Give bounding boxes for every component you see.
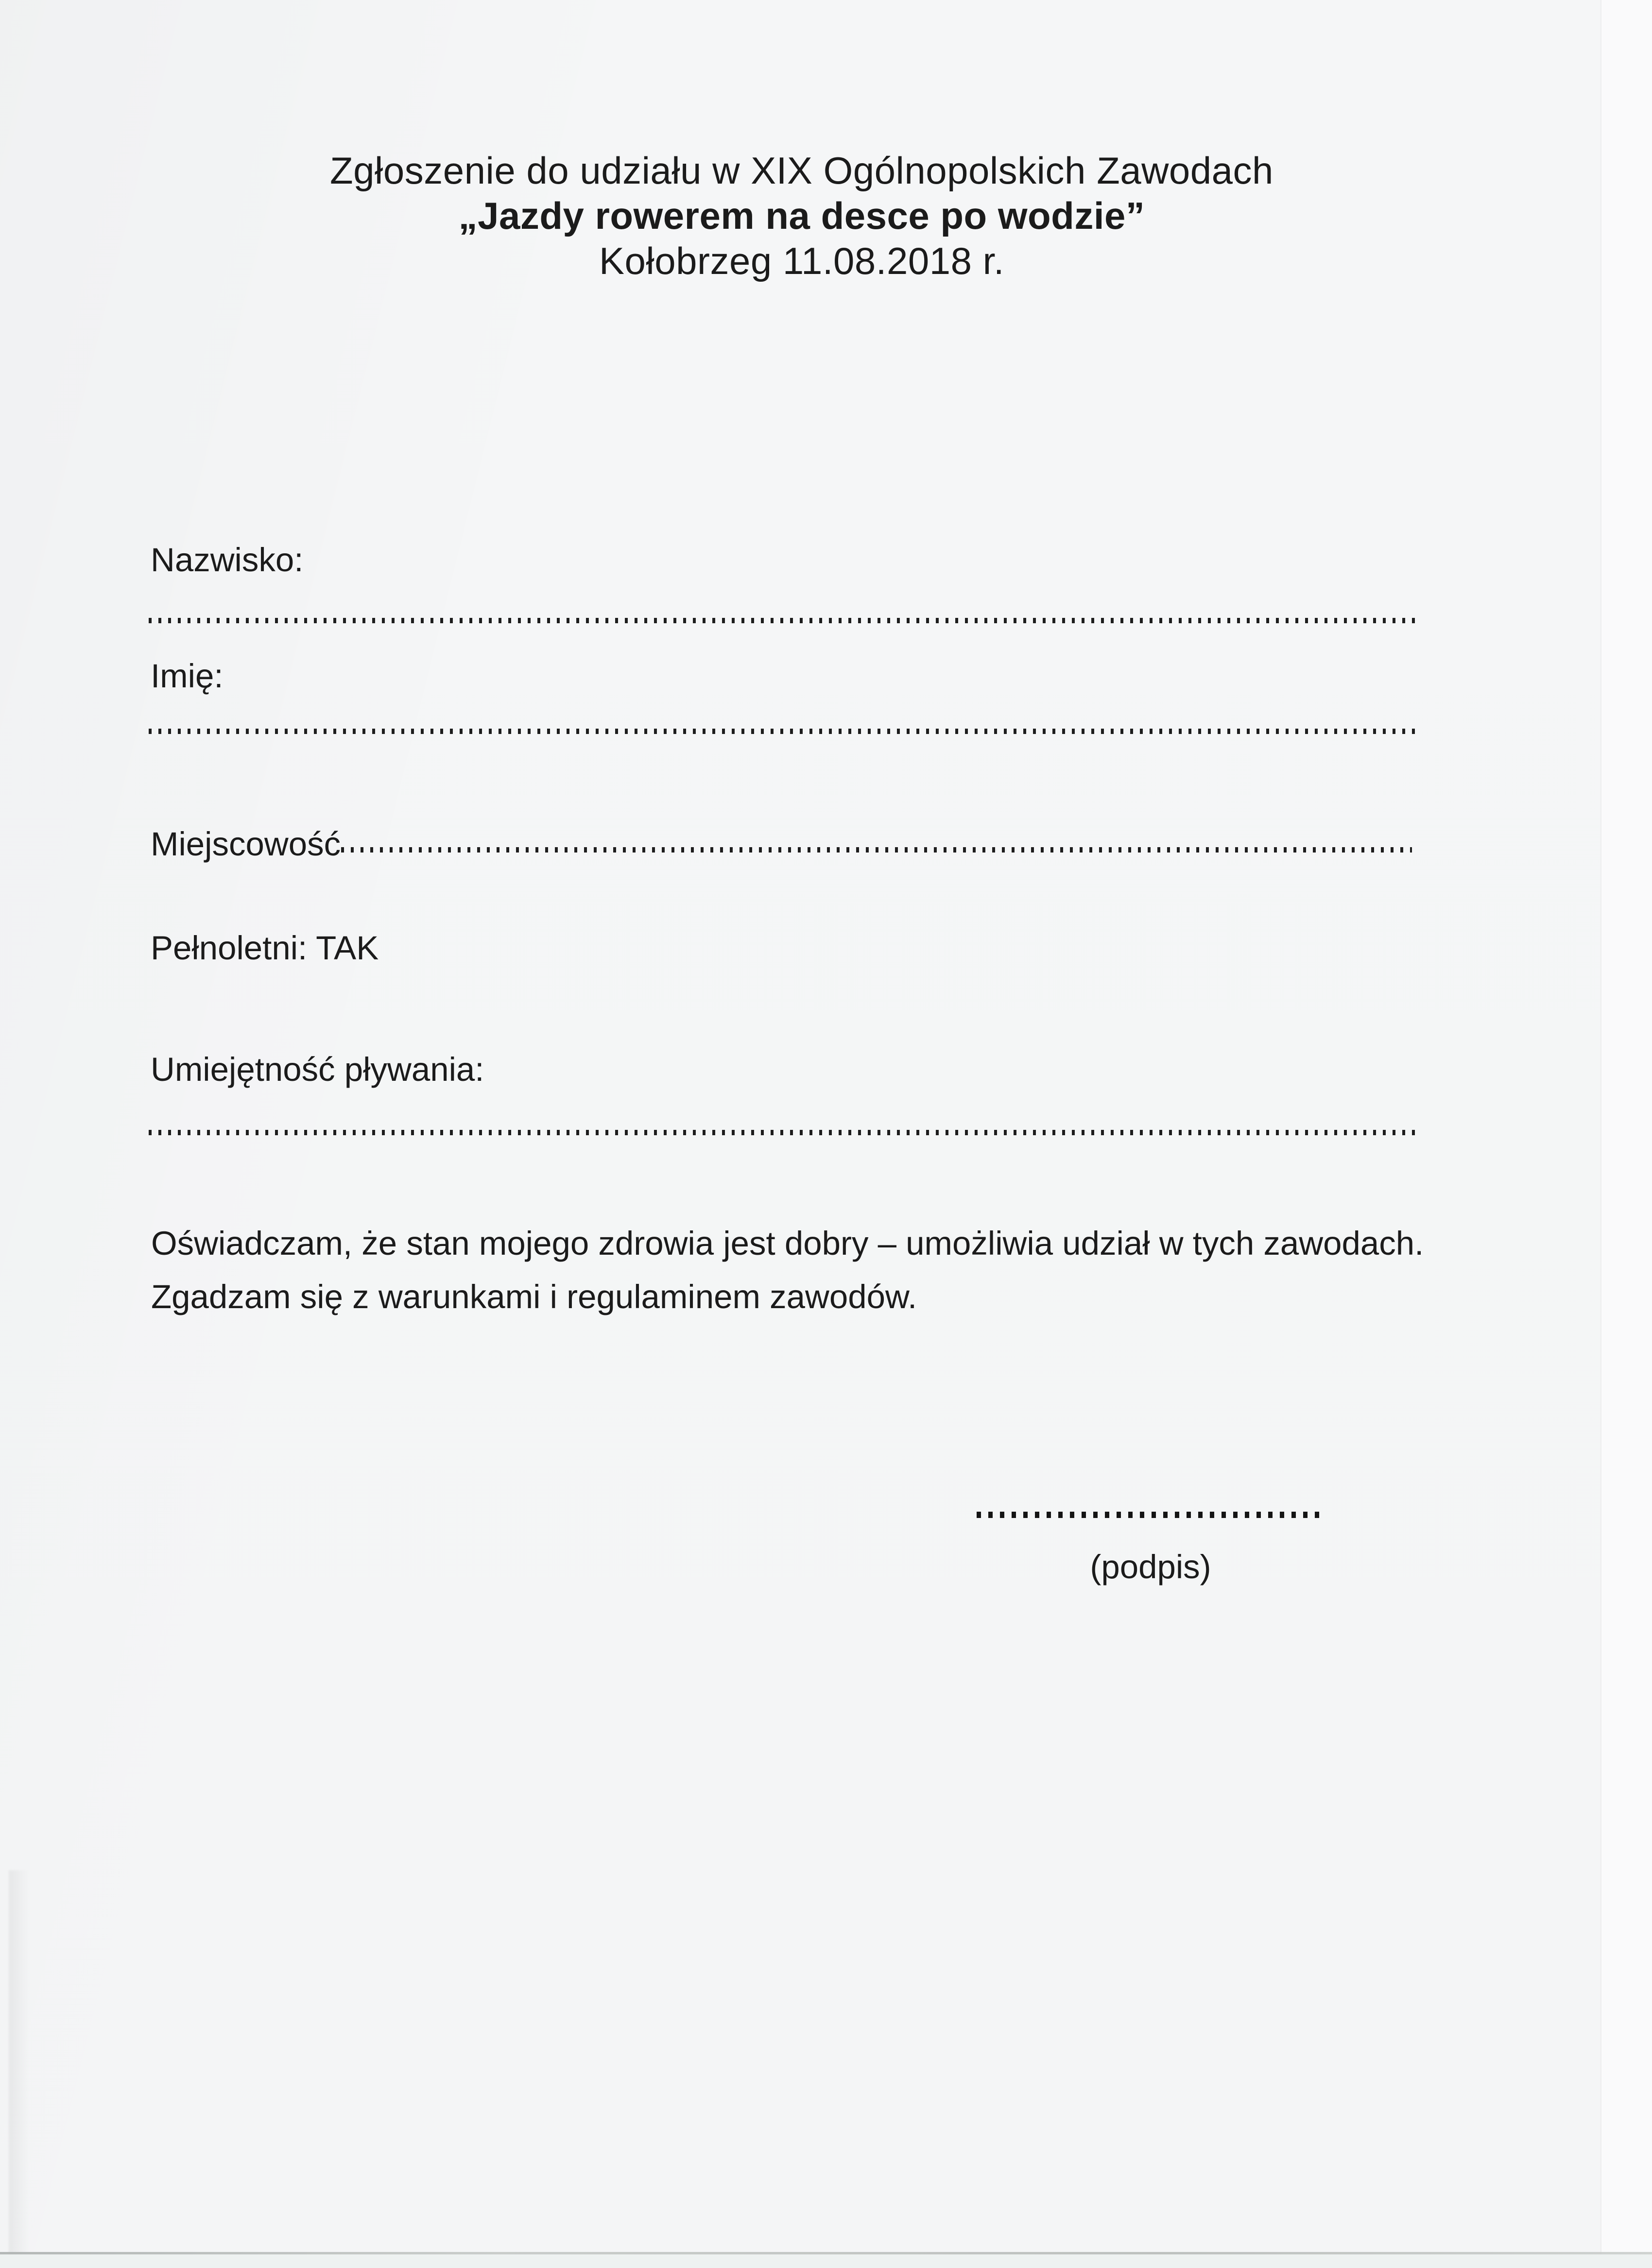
declaration-line1: Oświadczam, że stan mojego zdrowia jest dobry – umożliwia udział w tych zawodach. <box>151 1225 1424 1262</box>
form-date-line: Kołobrzeg 11.08.2018 r. <box>599 239 1004 282</box>
right-page-edge <box>1600 0 1652 2268</box>
form-title-line2: „Jazdy rowerem na desce po wodzie” <box>458 194 1145 237</box>
adult-status-label: Pełnoletni: TAK <box>151 929 379 967</box>
signature-caption: (podpis) <box>1090 1548 1211 1586</box>
firstname-label: Imię: <box>151 657 224 695</box>
swimming-label: Umiejętność pływania: <box>151 1051 484 1088</box>
form-header <box>0 148 1603 284</box>
swimming-fill-line <box>149 1130 1420 1135</box>
city-fill-line <box>341 847 1412 853</box>
scanner-background-strip <box>0 2254 1652 2268</box>
surname-fill-line <box>149 618 1422 623</box>
declaration-line2: Zgadzam się z warunkami i regulaminem zawodów. <box>151 1278 917 1315</box>
firstname-fill-line <box>149 729 1418 734</box>
declaration-paragraph <box>151 1217 1424 1324</box>
signature-fill-line <box>977 1512 1325 1518</box>
form-title-line1: Zgłoszenie do udziału w XIX Ogólnopolskich Zawodach <box>330 149 1273 192</box>
paper-crease <box>9 1870 38 2254</box>
city-label: Miejscowość <box>151 825 341 863</box>
surname-label: Nazwisko: <box>151 541 304 579</box>
